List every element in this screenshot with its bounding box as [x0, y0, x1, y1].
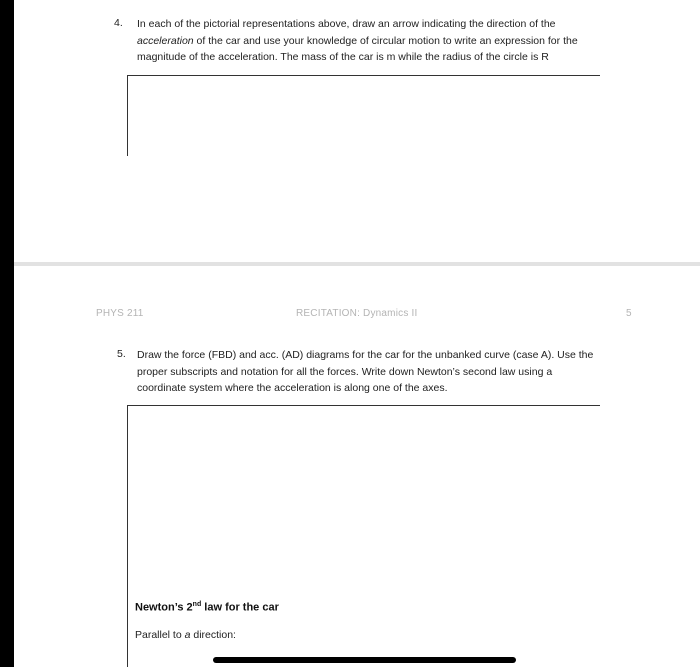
question-5-line-2: proper subscripts and notation for all the forces. Write down Newton’s second law using a — [137, 365, 553, 378]
header-page-number: 5 — [626, 308, 632, 319]
newton-law-label: Newton’s 2nd law for the car — [135, 601, 279, 614]
question-4-line-2: acceleration of the car and use your knowledge of circular motion to write an expression for the — [137, 34, 578, 47]
question-5-text — [137, 347, 593, 397]
header-title: RECITATION: Dynamics II — [296, 308, 418, 319]
question-4-line-1: In each of the pictorial representations above, draw an arrow indicating the direction of the — [137, 18, 556, 30]
home-indicator-bar[interactable] — [213, 657, 516, 663]
acceleration-emphasis: acceleration — [137, 34, 194, 47]
page-bottom — [14, 266, 700, 667]
question-5-line-1: Draw the force (FBD) and acc. (AD) diagrams for the car for the unbanked curve (case A). Use the — [137, 349, 594, 361]
answer-box-4-top — [127, 75, 600, 76]
answer-box-4-left — [127, 75, 128, 156]
question-4-text — [137, 16, 578, 66]
answer-box-5-top — [127, 405, 600, 406]
left-edge-bar — [0, 0, 14, 667]
answer-box-5-left — [127, 405, 128, 667]
question-4-number: 4. — [114, 17, 123, 29]
parallel-direction-label: Parallel to a direction: — [135, 629, 236, 641]
question-5-number: 5. — [117, 348, 126, 360]
question-5-line-3: coordinate system where the acceleration is along one of the axes. — [137, 382, 448, 394]
question-4-line-3: magnitude of the acceleration. The mass of the car is m while the radius of the circle is R — [137, 51, 549, 63]
header-course: PHYS 211 — [96, 308, 144, 319]
